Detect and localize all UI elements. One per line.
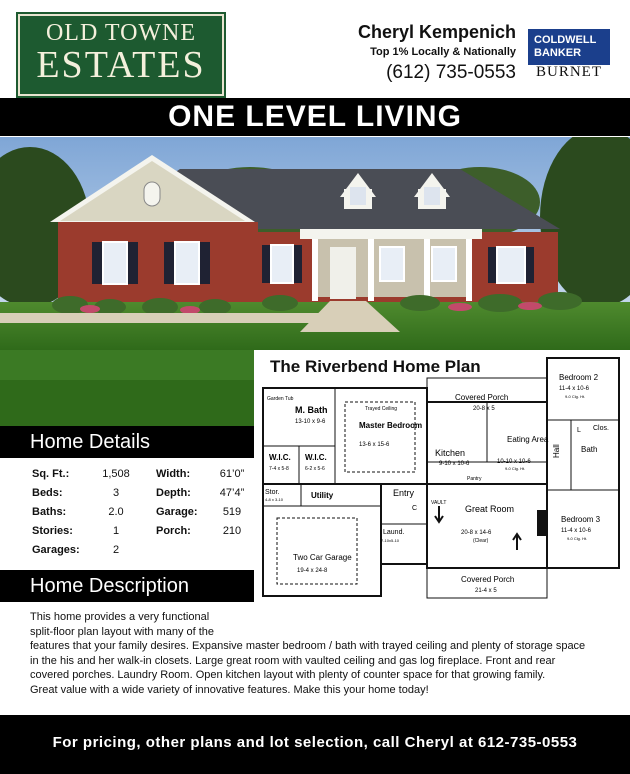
room-size: 21-4 x 5 [475, 588, 497, 594]
description-line: Great value with a wide variety of innovative features. Make this your home today! [30, 683, 429, 696]
agent-phone[interactable]: (612) 735-0553 [386, 62, 516, 83]
brokerage-logo [528, 29, 610, 65]
spec-value: 210 [222, 525, 242, 537]
agent-tagline: Top 1% Locally & Nationally [370, 46, 516, 58]
description-line: features that your family desires. Expansive master bedroom / bath with trayed ceiling and plenty of storage space [30, 640, 586, 652]
home-description-heading: Home Description [0, 570, 254, 602]
room-size: 13-10 x 9-6 [295, 419, 326, 425]
home-details-heading: Home Details [0, 426, 254, 458]
room-label: Great Room [465, 504, 515, 514]
spec-value: 2.0 [108, 506, 124, 518]
room-label: Eating Area [507, 435, 549, 444]
room-size: 11-4 x 10-6 [559, 386, 589, 392]
room-label: Entry [393, 488, 415, 498]
logo-line-1: OLD TOWNE [45, 20, 197, 46]
logo [18, 14, 224, 96]
room-size: 7-4 x 5-8 [269, 466, 289, 472]
home-description-text [30, 610, 620, 697]
room-label: Bedroom 3 [561, 515, 601, 524]
room-size: 11-4 x 10-6 [561, 528, 591, 534]
spec-value: 2 [112, 544, 120, 556]
page-title: ONE LEVEL LIVING [0, 98, 630, 136]
room-label: Stor. [265, 489, 280, 496]
spec-label: Garages: [32, 544, 80, 556]
footer-call-to-action: For pricing, other plans and lot selection, call Cheryl at 612-735-0553 [0, 715, 630, 774]
spec-label: Beds: [32, 487, 63, 499]
room-note: 9-0 Clg. Ht. [505, 466, 526, 471]
room-label: Kitchen [435, 448, 466, 458]
agent-name: Cheryl Kempenich [357, 22, 516, 42]
room-note: 9-0 Clg. Ht. [567, 536, 588, 541]
spec-label: Depth: [156, 487, 191, 499]
spec-value: 519 [222, 506, 242, 518]
room-label: L [577, 427, 581, 434]
brokerage-line-3: BURNET [536, 64, 602, 80]
room-label: Garden Tub [267, 396, 294, 402]
room-label: Laund. [383, 529, 405, 536]
room-label: W.I.C. [269, 453, 291, 462]
room-size: 10-10 x 10-6 [497, 459, 531, 465]
room-size: 20-8 x 5 [473, 406, 495, 412]
spec-label: Sq. Ft.: [32, 468, 70, 480]
description-line: in the his and her walk-in closets. Large great room with vaulted ceiling and gas log fireplace. Front and rear [30, 654, 556, 667]
brokerage-line-1: COLDWELL [534, 34, 597, 46]
brokerage-line-2: BANKER [534, 47, 582, 59]
room-label: Hall [552, 444, 561, 458]
room-label: Two Car Garage [293, 553, 352, 562]
room-label: Covered Porch [455, 393, 509, 402]
room-size: 20-8 x 14-6 [461, 530, 492, 536]
spec-label: Porch: [156, 525, 191, 537]
room-note: Trayed Ceiling [365, 406, 398, 412]
room-label: Covered Porch [461, 575, 515, 584]
room-note: 9-0 Clg. Ht. [565, 394, 586, 399]
description-line: split-floor plan layout with many of the [30, 625, 215, 638]
room-size: 6-2 x 5-6 [305, 466, 325, 472]
room-size: 9-10 x 10-6 [439, 461, 470, 467]
home-details-table [32, 468, 262, 568]
room-label: W.I.C. [305, 453, 327, 462]
room-label: Master Bedroom [359, 421, 423, 430]
room-note: (Clear) [473, 538, 489, 544]
spec-label: Garage: [156, 506, 198, 518]
spec-value: 3 [112, 487, 120, 499]
room-label: Bedroom 2 [559, 373, 599, 382]
room-note: VAULT [431, 500, 447, 506]
house-photo [0, 137, 630, 350]
spec-label: Baths: [32, 506, 67, 518]
room-label: C [412, 505, 418, 512]
room-size: 4-8 x 3-10 [265, 497, 284, 502]
room-label: Pantry [467, 476, 482, 482]
spec-value: 1 [112, 525, 120, 537]
floor-plan-drawing [255, 350, 630, 602]
lawn-image [0, 350, 254, 426]
spec-value: 61’0” [219, 468, 245, 480]
room-label: Clos. [593, 425, 609, 432]
room-label: M. Bath [295, 405, 328, 415]
spec-label: Stories: [32, 525, 73, 537]
description-line: This home provides a very functional [30, 611, 210, 623]
description-line: covered porches. Laundry Room. Open kitchen layout with plenty of counter space for that growing family. [30, 669, 546, 681]
room-size: 19-4 x 24-8 [297, 568, 328, 574]
room-size: 13-6 x 15-6 [359, 442, 390, 448]
logo-line-2: ESTATES [36, 44, 206, 86]
floor-plan-title: The Riverbend Home Plan [270, 357, 481, 376]
room-label: Bath [581, 445, 598, 454]
room-size: 7-10x5-10 [381, 538, 400, 543]
spec-value: 1,508 [102, 468, 130, 480]
spec-label: Width: [156, 468, 191, 480]
room-label: Utility [311, 491, 334, 500]
spec-value: 47’4” [219, 487, 245, 499]
